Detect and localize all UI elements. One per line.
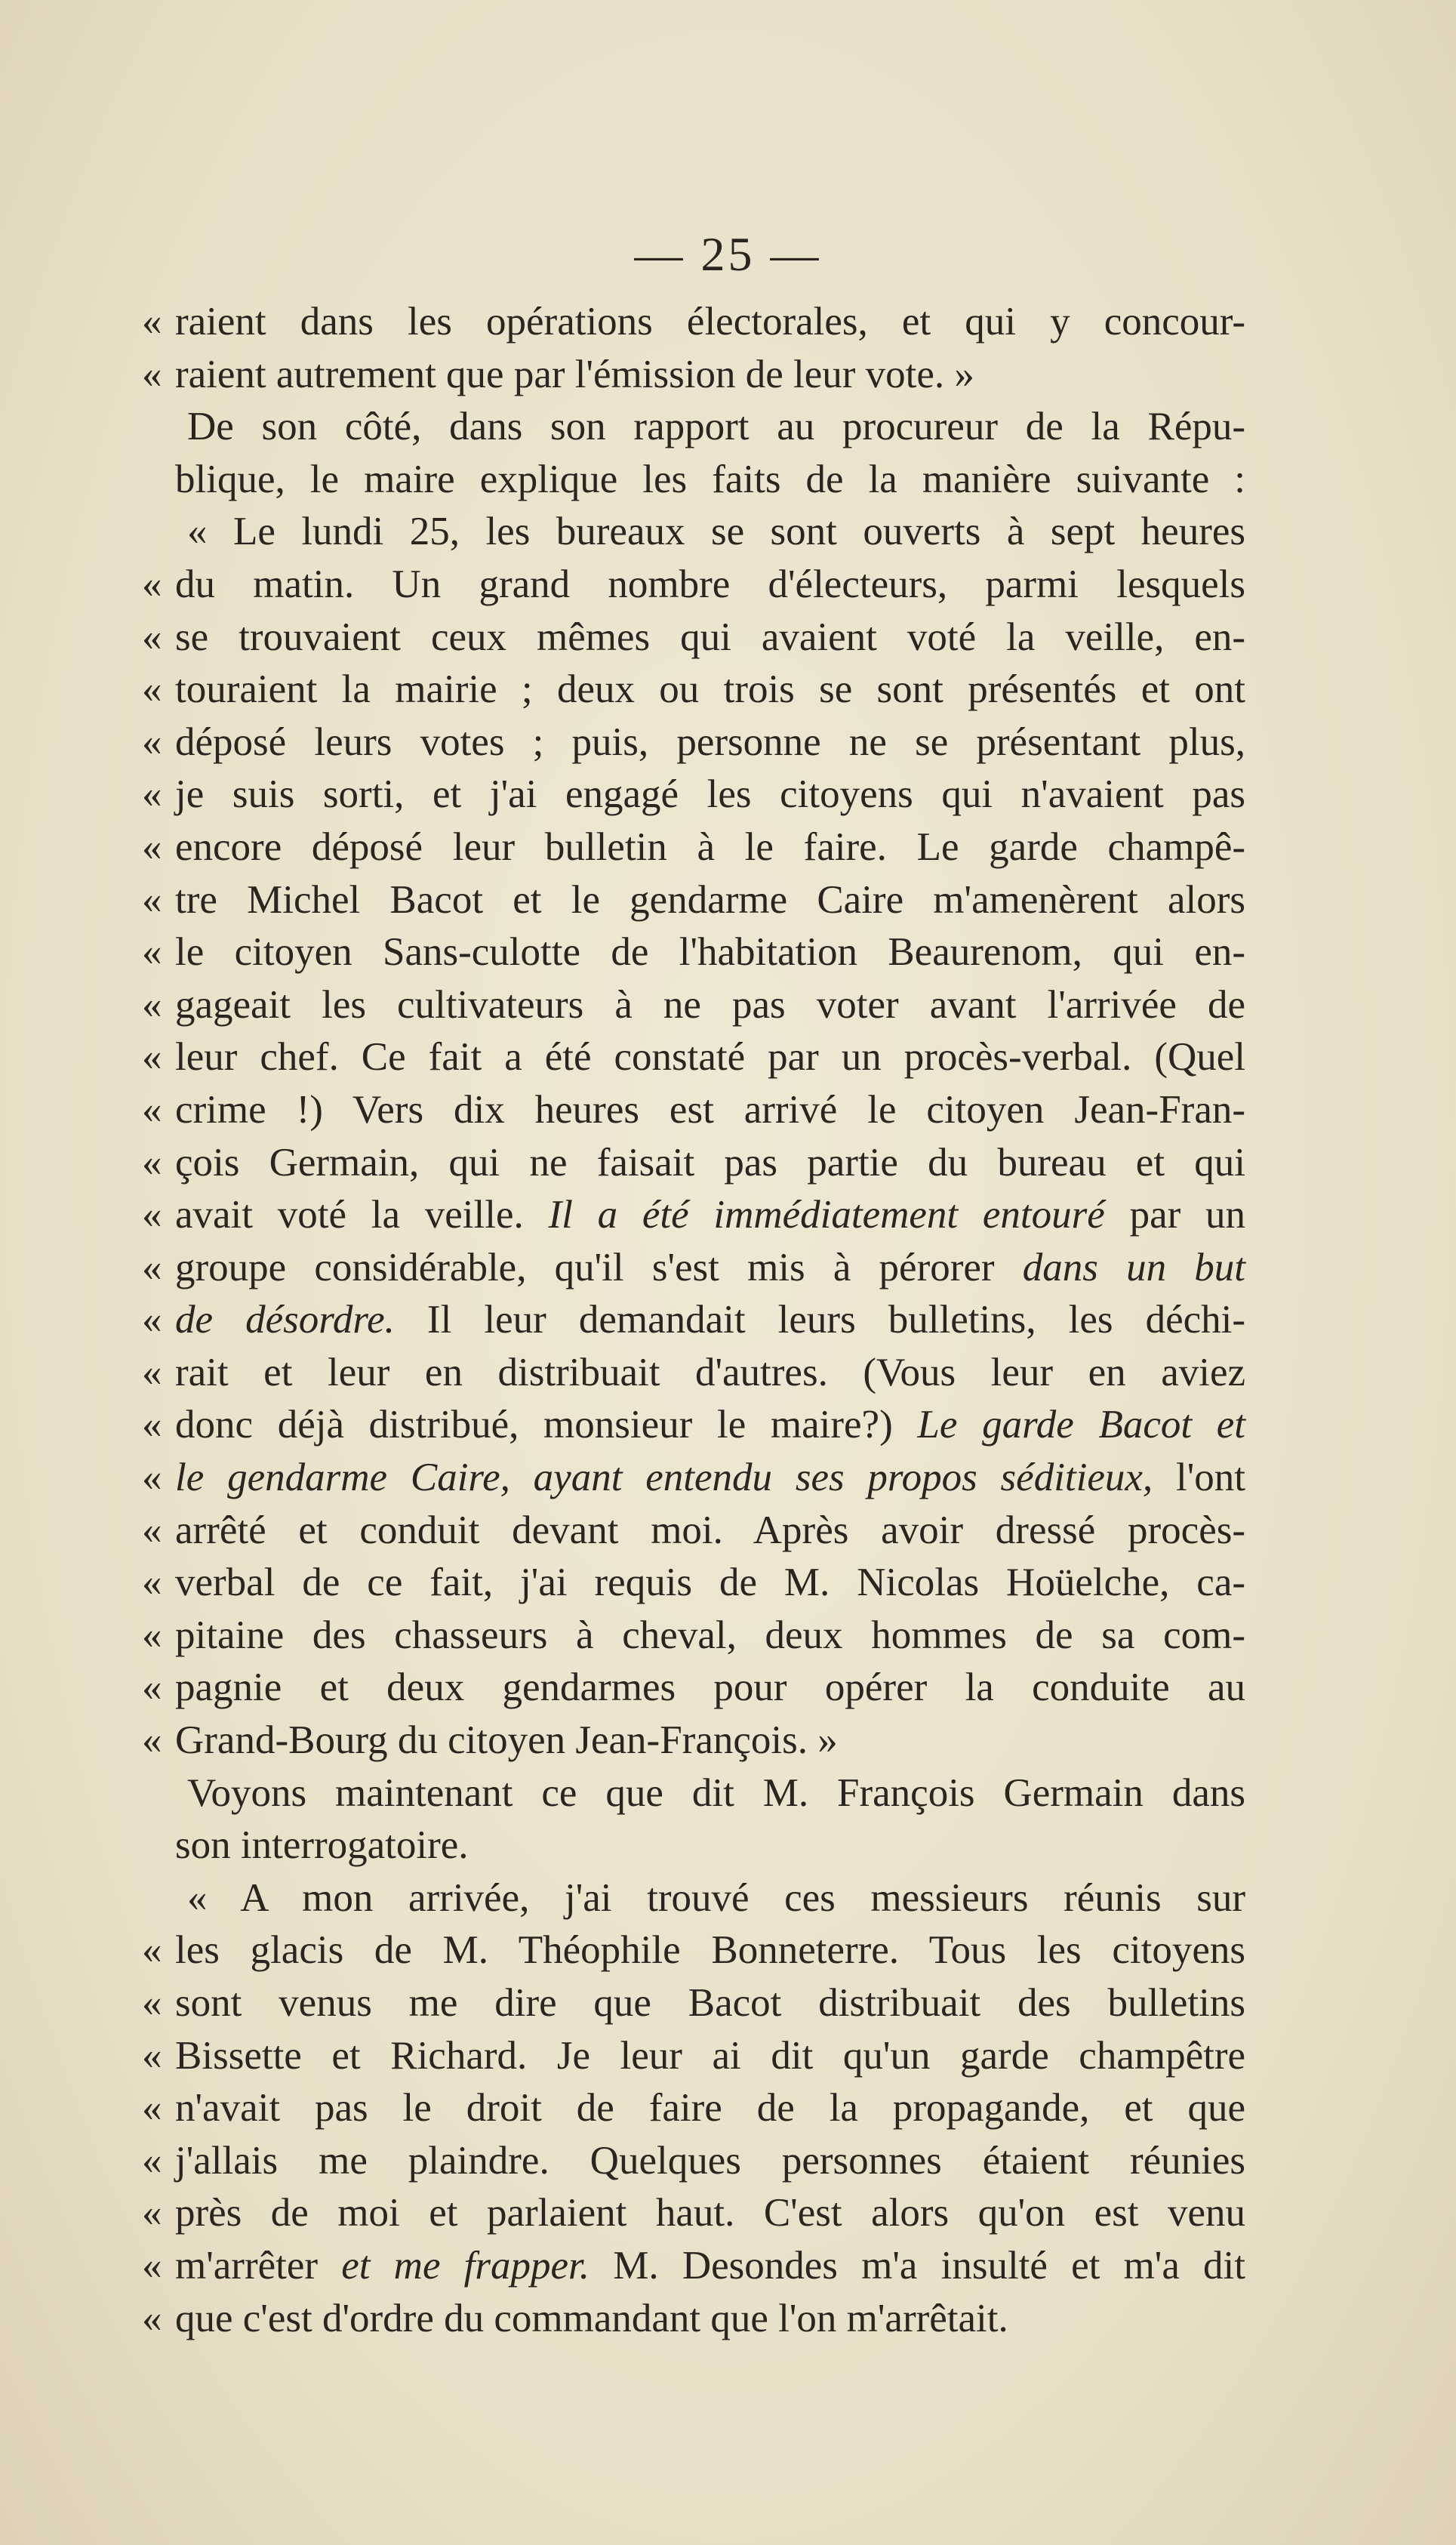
line-text: encore déposé leur bulletin à le faire. Le garde champê-	[175, 824, 1245, 869]
quote-mark: «	[142, 877, 162, 922]
text-line	[142, 1137, 1245, 1190]
line-text: Grand-Bourg du citoyen Jean-François. »	[175, 1718, 838, 1763]
line-text: m'arrêter	[175, 2243, 319, 2288]
text-line	[142, 454, 1245, 507]
quote-mark: «	[142, 667, 162, 712]
line-text: raient dans les opérations électorales, et qui y concour-	[175, 300, 1245, 344]
text-line	[142, 664, 1245, 716]
text-line	[142, 1872, 1245, 1925]
text-line	[142, 2135, 1245, 2188]
line-text: rait et leur en distribuait d'autres. (Vous leur en aviez	[175, 1350, 1245, 1394]
quote-mark: «	[142, 300, 162, 344]
line-text: groupe considérable, qu'il s'est mis à pérorer	[175, 1245, 995, 1289]
text-line	[142, 2030, 1245, 2083]
line-text: avait voté la veille.	[175, 1193, 524, 1237]
quote-mark: «	[142, 2138, 162, 2183]
text-line	[142, 821, 1245, 874]
quote-mark: «	[142, 562, 162, 606]
quote-mark: «	[142, 2243, 162, 2288]
line-text: je suis sorti, et j'ai engagé les citoyens qui n'avaient pas	[175, 772, 1245, 817]
line-text: j'allais me plaindre. Quelques personnes étaient réunies	[175, 2138, 1245, 2183]
text-line	[142, 874, 1245, 927]
quote-mark: «	[142, 1718, 162, 1763]
line-text: les glacis de M. Théophile Bonneterre. Tous les citoyens	[175, 1928, 1245, 1973]
quote-mark: «	[142, 982, 162, 1027]
line-text: n'avait pas le droit de faire de la propagande, et que	[175, 2086, 1245, 2131]
text-line	[142, 1662, 1245, 1715]
line-text: déposé leurs votes ; puis, personne ne se présentant plus,	[175, 719, 1245, 764]
text-line	[142, 1084, 1245, 1137]
quote-mark: «	[142, 772, 162, 817]
quote-mark: «	[142, 1035, 162, 1080]
text-line	[142, 401, 1245, 454]
quote-mark: «	[142, 1561, 162, 1605]
line-text: touraient la mairie ; deux ou trois se sont présentés et ont	[175, 667, 1245, 712]
text-line	[142, 1399, 1245, 1452]
line-text: du matin. Un grand nombre d'électeurs, parmi lesquels	[175, 562, 1245, 606]
text-line	[142, 2082, 1245, 2135]
line-text: l'ont	[1176, 1456, 1245, 1500]
line-text: crime !) Vers dix heures est arrivé le citoyen Jean-Fran-	[175, 1087, 1245, 1132]
line-text: par un	[1129, 1193, 1245, 1237]
body-text	[142, 296, 1245, 2345]
italic-text: Il a été immédiatement entouré	[548, 1193, 1105, 1237]
quote-mark: «	[142, 1665, 162, 1710]
quote-mark: «	[142, 930, 162, 975]
quote-mark: «	[142, 2086, 162, 2131]
quote-mark: «	[142, 1928, 162, 1973]
text-line	[142, 349, 1245, 402]
quote-mark: «	[142, 2296, 162, 2340]
text-line	[142, 716, 1245, 769]
quote-mark: «	[142, 352, 162, 396]
text-line	[142, 2187, 1245, 2240]
quote-mark: «	[142, 719, 162, 764]
text-line	[142, 2240, 1245, 2293]
text-line	[142, 1452, 1245, 1505]
italic-text: Le garde Bacot et	[917, 1403, 1246, 1447]
line-text: verbal de ce fait, j'ai requis de M. Nicolas Hoüelche, ca-	[175, 1561, 1245, 1605]
line-text: sont venus me dire que Bacot distribuait des bulletins	[175, 1981, 1245, 2025]
line-text: M. Desondes m'a insulté et m'a dit	[613, 2243, 1246, 2288]
line-text: Voyons maintenant ce que dit M. François Germain dans	[187, 1770, 1245, 1815]
line-text: tre Michel Bacot et le gendarme Caire m'amenèrent alors	[175, 877, 1245, 922]
quote-mark: «	[142, 2191, 162, 2235]
text-line	[142, 296, 1245, 349]
line-text: pagnie et deux gendarmes pour opérer la conduite au	[175, 1665, 1245, 1710]
text-line	[142, 1242, 1245, 1295]
text-line	[142, 1924, 1245, 1977]
line-text: gageait les cultivateurs à ne pas voter avant l'arrivée de	[175, 982, 1245, 1027]
quote-mark: «	[142, 1403, 162, 1447]
text-line	[142, 1189, 1245, 1242]
quote-mark: «	[142, 1981, 162, 2025]
text-line	[142, 769, 1245, 821]
line-text: « Le lundi 25, les bureaux se sont ouverts à sept heures	[187, 510, 1245, 554]
text-line	[142, 506, 1245, 559]
line-text: blique, le maire explique les faits de la manière suivante :	[175, 457, 1245, 501]
line-text: se trouvaient ceux mêmes qui avaient voté la veille, en-	[175, 615, 1245, 659]
line-text: donc déjà distribué, monsieur le maire?)	[175, 1403, 893, 1447]
text-line	[142, 1347, 1245, 1400]
italic-text: de désordre.	[175, 1298, 395, 1342]
text-line	[142, 612, 1245, 664]
quote-mark: «	[142, 1508, 162, 1552]
line-text: Il leur demandait leurs bulletins, les déchi-	[426, 1298, 1246, 1342]
italic-text: et me frapper.	[341, 2243, 590, 2288]
quote-mark: «	[142, 1298, 162, 1342]
page-number: — 25 —	[634, 227, 822, 281]
text-line	[142, 1977, 1245, 2030]
text-line	[142, 979, 1245, 1032]
quote-mark: «	[142, 1245, 162, 1289]
quote-mark: «	[142, 1140, 162, 1185]
line-text: que c'est d'ordre du commandant que l'on m'arrêtait.	[175, 2296, 1008, 2340]
text-line	[142, 1610, 1245, 1662]
line-text: raient autrement que par l'émission de leur vote. »	[175, 352, 974, 396]
italic-text: dans un but	[1022, 1245, 1246, 1289]
text-line	[142, 2293, 1245, 2346]
text-line	[142, 1505, 1245, 1558]
quote-mark: «	[142, 1087, 162, 1132]
quote-mark: «	[142, 1456, 162, 1500]
line-text: arrêté et conduit devant moi. Après avoir dressé procès-	[175, 1508, 1245, 1552]
text-line	[142, 1557, 1245, 1610]
line-text: son interrogatoire.	[175, 1823, 469, 1868]
line-text: près de moi et parlaient haut. C'est alors qu'on est venu	[175, 2191, 1245, 2235]
line-text: çois Germain, qui ne faisait pas partie du bureau et qui	[175, 1140, 1245, 1185]
line-text: leur chef. Ce fait a été constaté par un procès-verbal. (Quel	[175, 1035, 1245, 1080]
line-text: pitaine des chasseurs à cheval, deux hommes de sa com-	[175, 1613, 1245, 1657]
text-line	[142, 926, 1245, 979]
quote-mark: «	[142, 824, 162, 869]
quote-mark: «	[142, 1613, 162, 1657]
text-line	[142, 559, 1245, 612]
quote-mark: «	[142, 1193, 162, 1237]
text-line	[142, 1767, 1245, 1820]
text-line	[142, 1819, 1245, 1872]
line-text: Bissette et Richard. Je leur ai dit qu'un garde champêtre	[175, 2033, 1245, 2078]
quote-mark: «	[142, 615, 162, 659]
italic-text: le gendarme Caire, ayant entendu ses propos séditieux,	[175, 1456, 1153, 1500]
quote-mark: «	[142, 2033, 162, 2078]
text-line	[142, 1294, 1245, 1347]
quote-mark: «	[142, 1350, 162, 1394]
text-line	[142, 1715, 1245, 1767]
line-text: le citoyen Sans-culotte de l'habitation Beaurenom, qui en-	[175, 930, 1245, 975]
text-line	[142, 1031, 1245, 1084]
line-text: De son côté, dans son rapport au procureur de la Répu-	[187, 405, 1245, 449]
line-text: « A mon arrivée, j'ai trouvé ces messieurs réunis sur	[187, 1875, 1245, 1920]
